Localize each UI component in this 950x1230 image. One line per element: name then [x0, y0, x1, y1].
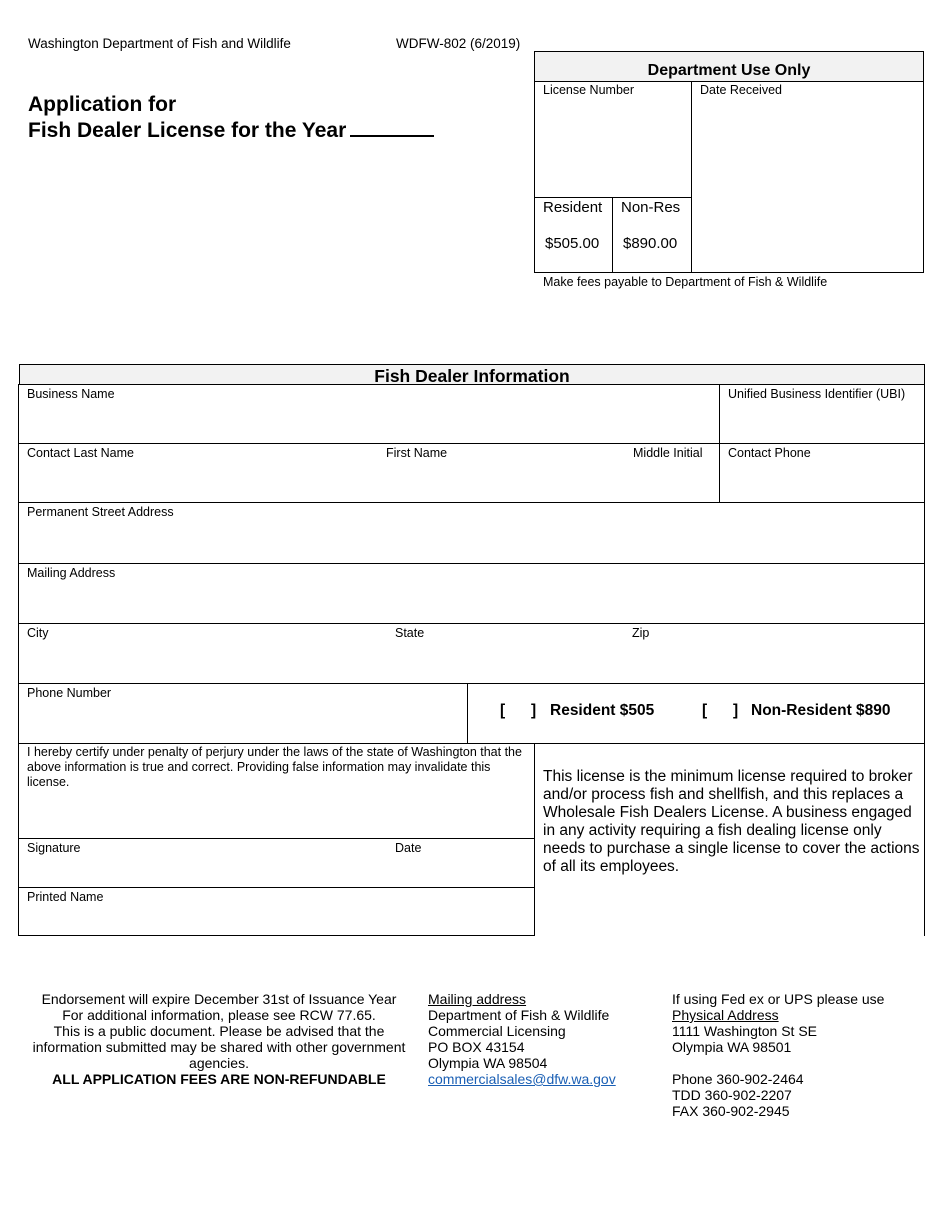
license-notice-block: [534, 743, 925, 936]
city-state-zip-field[interactable]: [18, 623, 925, 684]
footer-line: This is a public document. Please be advised that the: [53, 1023, 385, 1039]
street-address-label: Permanent Street Address: [27, 505, 174, 519]
signature-date-field[interactable]: [18, 838, 535, 888]
resident-label: Resident: [543, 199, 603, 216]
mailing-line: PO BOX 43154: [428, 1039, 525, 1055]
business-name-field[interactable]: [18, 384, 720, 444]
signature-label: Signature: [27, 841, 81, 855]
residency-selection: [467, 683, 925, 744]
page-title: [28, 92, 434, 143]
mailing-address-label: Mailing Address: [27, 566, 116, 580]
nonresident-option-label: Non-Resident $890: [751, 702, 891, 719]
nonrefundable-notice: ALL APPLICATION FEES ARE NON-REFUNDABLE: [52, 1071, 386, 1087]
email-link[interactable]: commercialsales@dfw.wa.gov: [428, 1071, 616, 1087]
first-name-label: First Name: [386, 446, 448, 460]
resident-checkbox[interactable]: [ ]: [500, 702, 537, 719]
mailing-address-heading: Mailing address: [428, 991, 527, 1007]
state-label: State: [395, 626, 425, 640]
title-line-2: [28, 117, 434, 143]
resident-option-label: Resident $505: [550, 702, 655, 719]
fax-line: FAX 360-902-2945: [672, 1103, 790, 1119]
mailing-address-field[interactable]: [18, 563, 925, 624]
tdd-line: TDD 360-902-2207: [672, 1087, 792, 1103]
physical-address-heading: Physical Address: [672, 1007, 779, 1023]
phone-line: Phone 360-902-2464: [672, 1071, 804, 1087]
contact-phone-label: Contact Phone: [728, 446, 811, 460]
physical-line: 1111 Washington St SE: [672, 1023, 818, 1039]
contact-last-name-label: Contact Last Name: [27, 446, 134, 460]
ubi-field[interactable]: [719, 384, 925, 444]
date-received-label: Date Received: [700, 83, 782, 97]
resident-fee-cell: [535, 198, 613, 272]
license-number-cell: [535, 82, 692, 198]
mailing-line: Olympia WA 98504: [428, 1055, 548, 1071]
footer-disclaimer: [28, 991, 410, 1087]
license-notice-text: This license is the minimum license required to broker and/or process fish and shellfish, and this replaces a Wholesale Fish Dealers License. A business engaged in any activity requiring a fish dealing license only needs to purchase a single license to cover the actions of all its employees.: [543, 768, 920, 875]
date-received-cell: [692, 82, 923, 272]
department-use-heading: Department Use Only: [535, 52, 923, 82]
ubi-label: Unified Business Identifier (UBI): [728, 387, 906, 401]
resident-fee: $505.00: [545, 235, 600, 252]
fish-dealer-form: [19, 364, 925, 936]
fedex-note: If using Fed ex or UPS please use: [672, 991, 885, 1007]
form-number: WDFW-802 (6/2019): [396, 36, 521, 51]
physical-line: Olympia WA 98501: [672, 1039, 792, 1055]
printed-name-field[interactable]: [18, 887, 535, 936]
phone-number-field[interactable]: [18, 683, 468, 744]
street-address-field[interactable]: [18, 502, 925, 564]
certification-block: [18, 743, 535, 839]
middle-initial-label: Middle Initial: [633, 446, 703, 460]
mailing-address-block: [428, 991, 616, 1087]
spacer: [672, 1055, 884, 1071]
contact-name-field[interactable]: [18, 443, 720, 503]
zip-label: Zip: [632, 626, 650, 640]
footer-line: Endorsement will expire December 31st of Issuance Year: [41, 991, 397, 1007]
physical-address-block: [672, 991, 884, 1119]
title-line-2-text: Fish Dealer License for the Year: [28, 119, 347, 142]
phone-number-label: Phone Number: [27, 686, 112, 700]
printed-name-label: Printed Name: [27, 890, 104, 904]
business-name-label: Business Name: [27, 387, 115, 401]
mailing-line: Department of Fish & Wildlife: [428, 1007, 610, 1023]
certification-text: I hereby certify under penalty of perjury under the laws of the state of Washington that the above information is true and correct. Providing false information may invalidate this license.: [27, 745, 522, 789]
department-use-box: [534, 51, 924, 273]
nonresident-fee: $890.00: [623, 235, 678, 252]
nonresident-checkbox[interactable]: [ ]: [702, 702, 739, 719]
agency-name: Washington Department of Fish and Wildlife: [28, 36, 291, 51]
footer-line: information submitted may be shared with other government: [32, 1039, 406, 1055]
mailing-line: Commercial Licensing: [428, 1023, 566, 1039]
footer-line: agencies.: [189, 1055, 249, 1071]
title-line-1: Application for: [28, 93, 177, 116]
form-heading: Fish Dealer Information: [19, 364, 925, 385]
contact-phone-field[interactable]: [719, 443, 925, 503]
license-number-label: License Number: [543, 83, 635, 97]
nonresident-label: Non-Res: [621, 199, 681, 216]
footer-line: For additional information, please see RCW 77.65.: [62, 1007, 376, 1023]
year-blank-field[interactable]: [350, 117, 434, 137]
nonresident-fee-cell: [613, 198, 692, 272]
fees-payable-note: Make fees payable to Department of Fish & Wildlife: [543, 275, 828, 289]
date-label: Date: [395, 841, 422, 855]
city-label: City: [27, 626, 49, 640]
